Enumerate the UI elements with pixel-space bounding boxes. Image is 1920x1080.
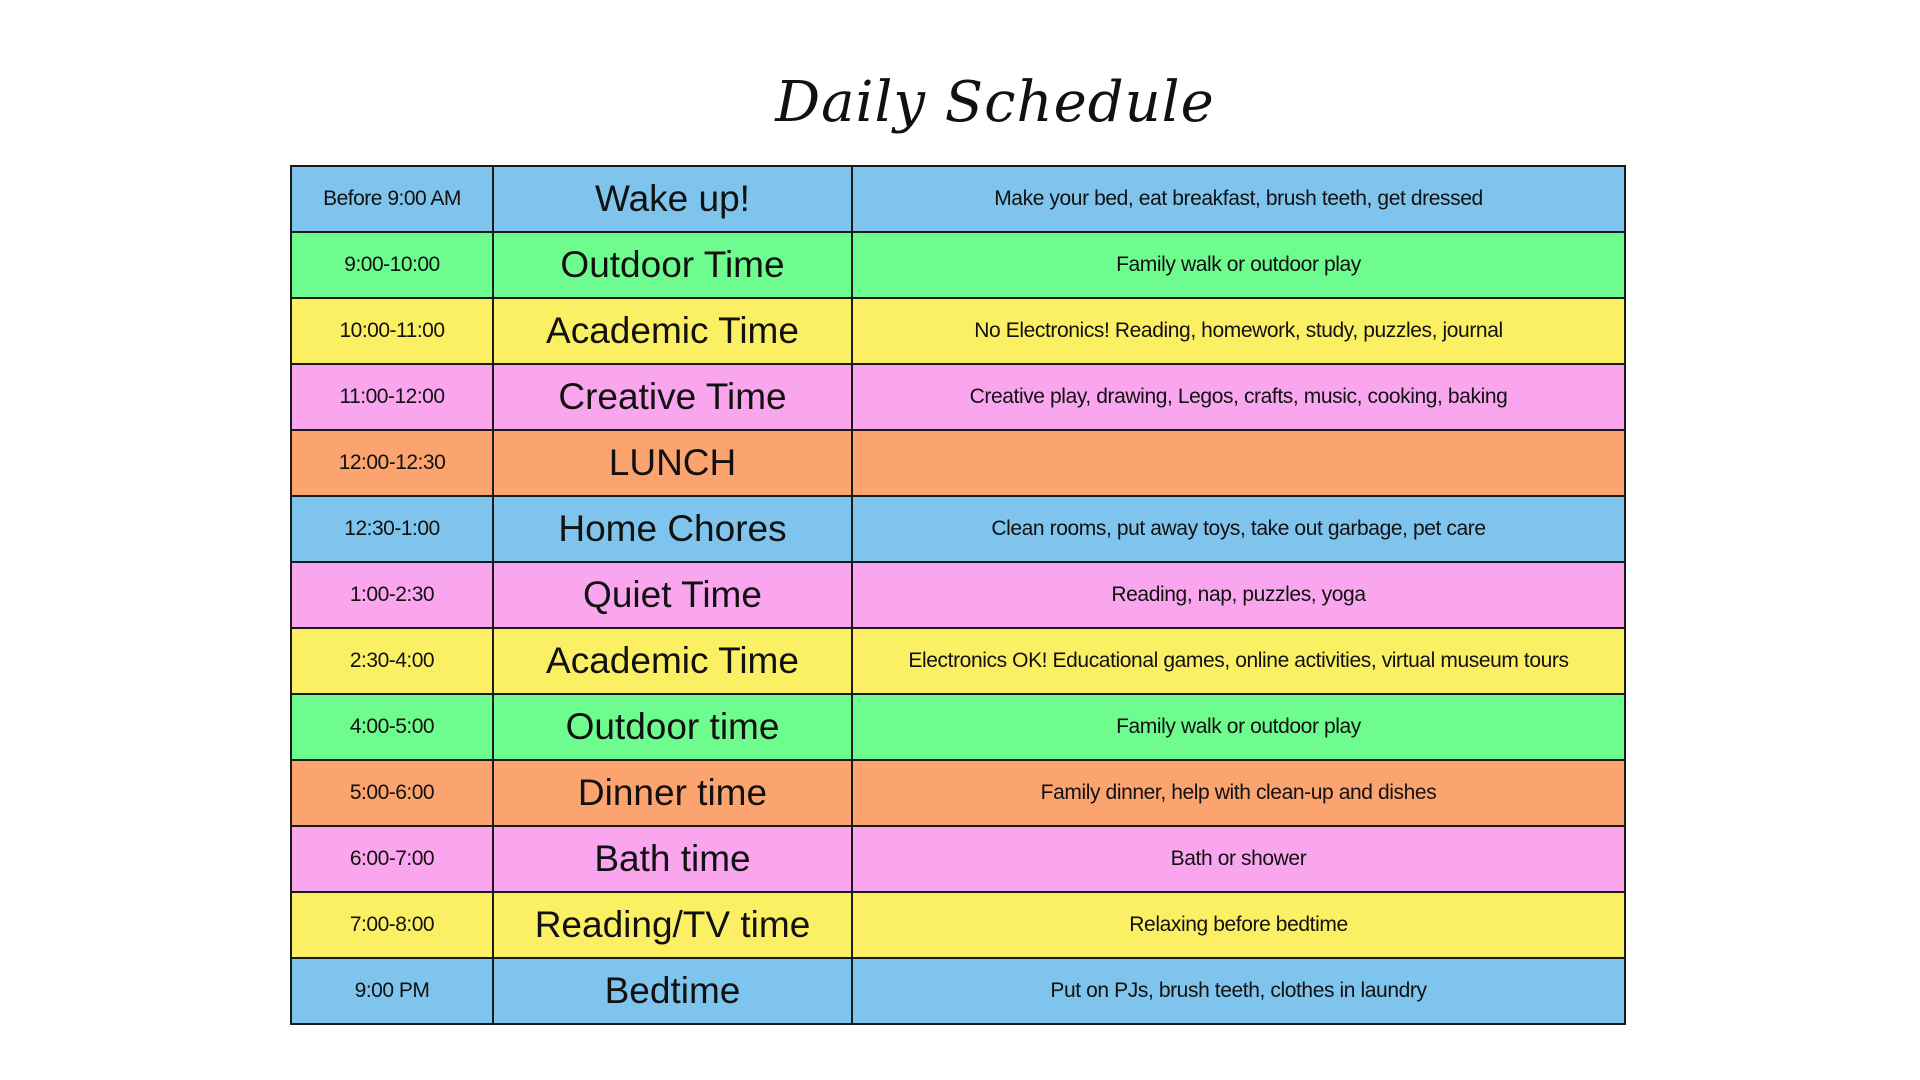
time-cell: 1:00-2:30 xyxy=(291,562,493,628)
time-cell: 2:30-4:00 xyxy=(291,628,493,694)
time-cell: Before 9:00 AM xyxy=(291,166,493,232)
time-cell: 9:00-10:00 xyxy=(291,232,493,298)
description-cell: Relaxing before bedtime xyxy=(852,892,1625,958)
description-cell: Electronics OK! Educational games, online activities, virtual museum tours xyxy=(852,628,1625,694)
activity-cell: Dinner time xyxy=(493,760,852,826)
description-cell: Family dinner, help with clean-up and dishes xyxy=(852,760,1625,826)
time-cell: 10:00-11:00 xyxy=(291,298,493,364)
activity-cell: LUNCH xyxy=(493,430,852,496)
activity-cell: Wake up! xyxy=(493,166,852,232)
schedule-row xyxy=(291,496,1625,562)
schedule-body xyxy=(291,166,1625,1024)
schedule-row xyxy=(291,562,1625,628)
schedule-row xyxy=(291,826,1625,892)
activity-cell: Bedtime xyxy=(493,958,852,1024)
activity-cell: Creative Time xyxy=(493,364,852,430)
activity-cell: Outdoor time xyxy=(493,694,852,760)
activity-cell: Bath time xyxy=(493,826,852,892)
activity-cell: Reading/TV time xyxy=(493,892,852,958)
description-cell: Bath or shower xyxy=(852,826,1625,892)
activity-cell: Quiet Time xyxy=(493,562,852,628)
activity-cell: Academic Time xyxy=(493,298,852,364)
schedule-table xyxy=(290,165,1626,1025)
activity-cell: Home Chores xyxy=(493,496,852,562)
time-cell: 4:00-5:00 xyxy=(291,694,493,760)
description-cell xyxy=(852,430,1625,496)
description-cell: No Electronics! Reading, homework, study, puzzles, journal xyxy=(852,298,1625,364)
activity-cell: Outdoor Time xyxy=(493,232,852,298)
schedule-row xyxy=(291,298,1625,364)
schedule-row xyxy=(291,760,1625,826)
time-cell: 12:30-1:00 xyxy=(291,496,493,562)
schedule-row xyxy=(291,364,1625,430)
time-cell: 5:00-6:00 xyxy=(291,760,493,826)
description-cell: Creative play, drawing, Legos, crafts, music, cooking, baking xyxy=(852,364,1625,430)
time-cell: 7:00-8:00 xyxy=(291,892,493,958)
time-cell: 12:00-12:30 xyxy=(291,430,493,496)
description-cell: Family walk or outdoor play xyxy=(852,232,1625,298)
schedule-row xyxy=(291,430,1625,496)
time-cell: 6:00-7:00 xyxy=(291,826,493,892)
schedule-row xyxy=(291,958,1625,1024)
description-cell: Reading, nap, puzzles, yoga xyxy=(852,562,1625,628)
activity-cell: Academic Time xyxy=(493,628,852,694)
time-cell: 11:00-12:00 xyxy=(291,364,493,430)
description-cell: Put on PJs, brush teeth, clothes in laundry xyxy=(852,958,1625,1024)
description-cell: Clean rooms, put away toys, take out garbage, pet care xyxy=(852,496,1625,562)
time-cell: 9:00 PM xyxy=(291,958,493,1024)
schedule-row xyxy=(291,166,1625,232)
page-title: Daily Schedule xyxy=(775,70,1215,135)
description-cell: Make your bed, eat breakfast, brush teeth, get dressed xyxy=(852,166,1625,232)
schedule-row xyxy=(291,694,1625,760)
description-cell: Family walk or outdoor play xyxy=(852,694,1625,760)
schedule-row xyxy=(291,892,1625,958)
schedule-row xyxy=(291,232,1625,298)
schedule-row xyxy=(291,628,1625,694)
